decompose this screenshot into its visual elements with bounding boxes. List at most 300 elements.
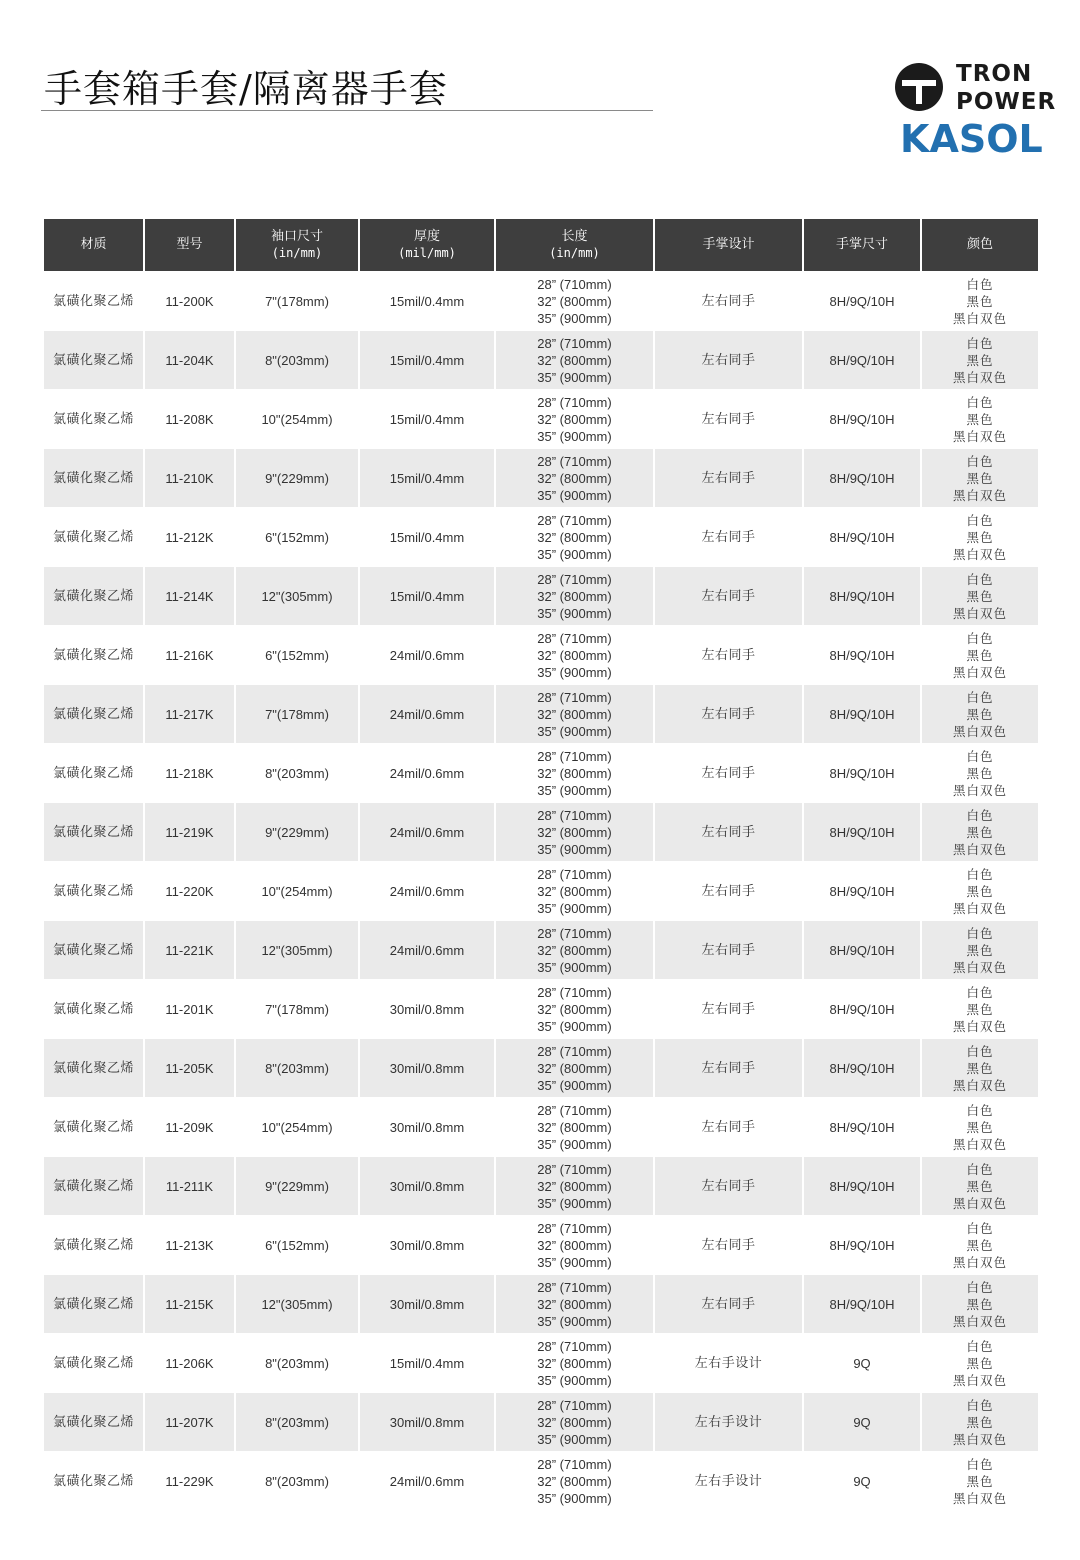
color-value: 白色	[966, 512, 994, 528]
model-cell: 11-216K	[143, 625, 234, 684]
model-cell: 11-218K	[143, 743, 234, 802]
color-cell	[920, 330, 1038, 389]
color-value: 黑白双色	[952, 546, 1007, 562]
color-value: 白色	[966, 276, 994, 292]
length-value: 32” (800mm)	[537, 1060, 612, 1076]
model-cell: 11-207K	[143, 1392, 234, 1451]
length-value: 35” (900mm)	[537, 546, 612, 562]
table-row	[44, 271, 1038, 330]
color-value: 黑白双色	[952, 1313, 1007, 1329]
length-cell	[494, 802, 653, 861]
length-value: 28” (710mm)	[537, 1456, 612, 1472]
color-value: 黑色	[966, 1473, 994, 1489]
color-value: 黑白双色	[952, 1136, 1007, 1152]
color-value: 黑色	[966, 1296, 994, 1312]
column-header-unit: (mil/mm)	[398, 246, 456, 260]
length-value: 28” (710mm)	[537, 1279, 612, 1295]
cuff-size-cell: 6"(152mm)	[234, 507, 358, 566]
thickness-cell: 15mil/0.4mm	[358, 566, 494, 625]
color-cell	[920, 625, 1038, 684]
color-value: 黑白双色	[952, 900, 1007, 916]
column-header-label: 型号	[176, 237, 203, 252]
material-cell: 氯磺化聚乙烯	[44, 448, 143, 507]
palm-size-cell: 8H/9Q/10H	[802, 389, 920, 448]
palm-size-cell: 8H/9Q/10H	[802, 448, 920, 507]
length-value: 28” (710mm)	[537, 1102, 612, 1118]
length-value: 35” (900mm)	[537, 723, 612, 739]
column-header-label: 材质	[80, 237, 107, 252]
table-row	[44, 1274, 1038, 1333]
model-cell: 11-213K	[143, 1215, 234, 1274]
thickness-cell: 15mil/0.4mm	[358, 448, 494, 507]
material-cell: 氯磺化聚乙烯	[44, 1333, 143, 1392]
table-row	[44, 802, 1038, 861]
length-cell	[494, 684, 653, 743]
color-value: 白色	[966, 1279, 994, 1295]
length-value: 32” (800mm)	[537, 1296, 612, 1312]
color-value: 黑色	[966, 529, 994, 545]
material-cell: 氯磺化聚乙烯	[44, 1156, 143, 1215]
length-value: 35” (900mm)	[537, 369, 612, 385]
length-cell	[494, 1038, 653, 1097]
thickness-cell: 15mil/0.4mm	[358, 330, 494, 389]
model-cell: 11-211K	[143, 1156, 234, 1215]
model-cell: 11-215K	[143, 1274, 234, 1333]
length-value: 35” (900mm)	[537, 1431, 612, 1447]
palm-size-cell: 9Q	[802, 1333, 920, 1392]
color-value: 白色	[966, 394, 994, 410]
thickness-cell: 30mil/0.8mm	[358, 1274, 494, 1333]
material-cell: 氯磺化聚乙烯	[44, 743, 143, 802]
model-cell: 11-209K	[143, 1097, 234, 1156]
column-header-unit: (in/mm)	[271, 246, 323, 260]
thickness-cell: 30mil/0.8mm	[358, 1097, 494, 1156]
color-value: 黑色	[966, 942, 994, 958]
color-value: 黑色	[966, 470, 994, 486]
length-cell	[494, 507, 653, 566]
color-value: 黑色	[966, 411, 994, 427]
length-cell	[494, 389, 653, 448]
color-value: 黑色	[966, 706, 994, 722]
color-value: 白色	[966, 925, 994, 941]
length-value: 35” (900mm)	[537, 310, 612, 326]
logo-brand: KASOL	[900, 117, 1043, 161]
table-row	[44, 1392, 1038, 1451]
thickness-cell: 30mil/0.8mm	[358, 1038, 494, 1097]
color-value: 白色	[966, 807, 994, 823]
thickness-cell: 24mil/0.6mm	[358, 743, 494, 802]
length-value: 35” (900mm)	[537, 782, 612, 798]
color-cell	[920, 1451, 1038, 1510]
cuff-size-cell: 8"(203mm)	[234, 1451, 358, 1510]
model-cell: 11-214K	[143, 566, 234, 625]
column-header-label: 颜色	[966, 237, 993, 252]
column-header	[143, 219, 234, 271]
material-cell: 氯磺化聚乙烯	[44, 1038, 143, 1097]
material-cell: 氯磺化聚乙烯	[44, 330, 143, 389]
color-value: 白色	[966, 1102, 994, 1118]
cuff-size-cell: 10"(254mm)	[234, 861, 358, 920]
cuff-size-cell: 9"(229mm)	[234, 448, 358, 507]
color-value: 白色	[966, 984, 994, 1000]
color-value: 白色	[966, 748, 994, 764]
palm-size-cell: 8H/9Q/10H	[802, 1215, 920, 1274]
palm-design-cell: 左右同手	[653, 979, 802, 1038]
length-cell	[494, 1156, 653, 1215]
palm-design-cell: 左右同手	[653, 625, 802, 684]
palm-size-cell: 8H/9Q/10H	[802, 743, 920, 802]
material-cell: 氯磺化聚乙烯	[44, 1451, 143, 1510]
color-value: 黑白双色	[952, 664, 1007, 680]
length-value: 28” (710mm)	[537, 335, 612, 351]
cuff-size-cell: 6"(152mm)	[234, 625, 358, 684]
table-row	[44, 330, 1038, 389]
palm-size-cell: 8H/9Q/10H	[802, 1038, 920, 1097]
length-value: 28” (710mm)	[537, 689, 612, 705]
column-header	[653, 219, 802, 271]
palm-design-cell: 左右同手	[653, 448, 802, 507]
color-cell	[920, 861, 1038, 920]
palm-design-cell: 左右手设计	[653, 1392, 802, 1451]
table-row	[44, 684, 1038, 743]
palm-size-cell: 8H/9Q/10H	[802, 684, 920, 743]
color-value: 白色	[966, 571, 994, 587]
cuff-size-cell: 8"(203mm)	[234, 1038, 358, 1097]
color-value: 黑白双色	[952, 723, 1007, 739]
color-value: 白色	[966, 453, 994, 469]
length-value: 32” (800mm)	[537, 1473, 612, 1489]
material-cell: 氯磺化聚乙烯	[44, 1274, 143, 1333]
column-header-label: 厚度	[413, 229, 440, 244]
color-cell	[920, 684, 1038, 743]
material-cell: 氯磺化聚乙烯	[44, 271, 143, 330]
model-cell: 11-201K	[143, 979, 234, 1038]
color-value: 黑白双色	[952, 1077, 1007, 1093]
length-value: 35” (900mm)	[537, 1018, 612, 1034]
palm-design-cell: 左右同手	[653, 271, 802, 330]
color-value: 黑色	[966, 1178, 994, 1194]
color-value: 黑白双色	[952, 1254, 1007, 1270]
column-header-label: 袖口尺寸	[270, 229, 323, 244]
palm-size-cell: 8H/9Q/10H	[802, 507, 920, 566]
length-cell	[494, 448, 653, 507]
color-value: 黑色	[966, 1355, 994, 1371]
model-cell: 11-208K	[143, 389, 234, 448]
table-row	[44, 1215, 1038, 1274]
cuff-size-cell: 9"(229mm)	[234, 1156, 358, 1215]
length-value: 32” (800mm)	[537, 1178, 612, 1194]
length-cell	[494, 271, 653, 330]
table-row	[44, 1097, 1038, 1156]
color-cell	[920, 566, 1038, 625]
column-header-label: 长度	[561, 229, 588, 244]
color-cell	[920, 802, 1038, 861]
length-value: 28” (710mm)	[537, 394, 612, 410]
palm-design-cell: 左右手设计	[653, 1451, 802, 1510]
palm-size-cell: 8H/9Q/10H	[802, 920, 920, 979]
color-cell	[920, 1215, 1038, 1274]
palm-design-cell: 左右同手	[653, 1097, 802, 1156]
length-value: 32” (800mm)	[537, 706, 612, 722]
color-value: 白色	[966, 1043, 994, 1059]
palm-size-cell: 8H/9Q/10H	[802, 1097, 920, 1156]
palm-size-cell: 8H/9Q/10H	[802, 861, 920, 920]
table-row	[44, 1156, 1038, 1215]
logo-line1: TRON	[956, 61, 1033, 87]
color-value: 黑白双色	[952, 487, 1007, 503]
length-value: 32” (800mm)	[537, 765, 612, 781]
color-value: 黑白双色	[952, 310, 1007, 326]
color-value: 黑色	[966, 293, 994, 309]
material-cell: 氯磺化聚乙烯	[44, 920, 143, 979]
color-value: 黑色	[966, 1414, 994, 1430]
thickness-cell: 24mil/0.6mm	[358, 920, 494, 979]
cuff-size-cell: 7"(178mm)	[234, 271, 358, 330]
column-header-unit: (in/mm)	[549, 246, 600, 260]
model-cell: 11-221K	[143, 920, 234, 979]
color-value: 黑白双色	[952, 369, 1007, 385]
length-value: 32” (800mm)	[537, 411, 612, 427]
length-value: 28” (710mm)	[537, 1220, 612, 1236]
palm-design-cell: 左右同手	[653, 861, 802, 920]
column-header	[358, 219, 494, 271]
cuff-size-cell: 8"(203mm)	[234, 743, 358, 802]
length-value: 32” (800mm)	[537, 824, 612, 840]
color-value: 黑白双色	[952, 1018, 1007, 1034]
length-value: 32” (800mm)	[537, 588, 612, 604]
color-value: 白色	[966, 1397, 994, 1413]
length-value: 35” (900mm)	[537, 1136, 612, 1152]
palm-size-cell: 8H/9Q/10H	[802, 566, 920, 625]
color-value: 黑白双色	[952, 959, 1007, 975]
color-value: 白色	[966, 1220, 994, 1236]
table-row	[44, 1333, 1038, 1392]
table-row	[44, 1451, 1038, 1510]
table-row	[44, 625, 1038, 684]
column-header	[44, 219, 143, 271]
color-cell	[920, 507, 1038, 566]
color-value: 白色	[966, 689, 994, 705]
material-cell: 氯磺化聚乙烯	[44, 566, 143, 625]
cuff-size-cell: 12"(305mm)	[234, 920, 358, 979]
length-value: 28” (710mm)	[537, 1397, 612, 1413]
table-row	[44, 920, 1038, 979]
length-value: 32” (800mm)	[537, 352, 612, 368]
palm-size-cell: 8H/9Q/10H	[802, 802, 920, 861]
length-value: 35” (900mm)	[537, 1490, 612, 1506]
column-header-label: 手掌尺寸	[835, 237, 888, 252]
color-value: 黑色	[966, 352, 994, 368]
length-value: 35” (900mm)	[537, 900, 612, 916]
brand-logo	[894, 60, 1064, 160]
length-value: 28” (710mm)	[537, 807, 612, 823]
length-value: 32” (800mm)	[537, 883, 612, 899]
table-row	[44, 861, 1038, 920]
palm-design-cell: 左右同手	[653, 920, 802, 979]
length-value: 32” (800mm)	[537, 1355, 612, 1371]
length-value: 28” (710mm)	[537, 453, 612, 469]
length-value: 35” (900mm)	[537, 428, 612, 444]
palm-size-cell: 9Q	[802, 1451, 920, 1510]
model-cell: 11-205K	[143, 1038, 234, 1097]
cuff-size-cell: 7"(178mm)	[234, 979, 358, 1038]
column-header-label: 手掌设计	[702, 237, 755, 252]
material-cell: 氯磺化聚乙烯	[44, 1215, 143, 1274]
thickness-cell: 24mil/0.6mm	[358, 684, 494, 743]
length-value: 32” (800mm)	[537, 1119, 612, 1135]
cuff-size-cell: 12"(305mm)	[234, 566, 358, 625]
length-cell	[494, 920, 653, 979]
table-row	[44, 448, 1038, 507]
thickness-cell: 24mil/0.6mm	[358, 802, 494, 861]
palm-size-cell: 8H/9Q/10H	[802, 1274, 920, 1333]
length-value: 35” (900mm)	[537, 841, 612, 857]
color-value: 白色	[966, 1338, 994, 1354]
length-value: 35” (900mm)	[537, 1372, 612, 1388]
color-value: 白色	[966, 630, 994, 646]
length-cell	[494, 625, 653, 684]
length-value: 35” (900mm)	[537, 959, 612, 975]
thickness-cell: 24mil/0.6mm	[358, 861, 494, 920]
color-cell	[920, 271, 1038, 330]
length-value: 28” (710mm)	[537, 1043, 612, 1059]
color-value: 白色	[966, 866, 994, 882]
palm-design-cell: 左右同手	[653, 507, 802, 566]
thickness-cell: 24mil/0.6mm	[358, 1451, 494, 1510]
material-cell: 氯磺化聚乙烯	[44, 802, 143, 861]
palm-design-cell: 左右同手	[653, 1156, 802, 1215]
palm-design-cell: 左右同手	[653, 389, 802, 448]
color-value: 黑白双色	[952, 782, 1007, 798]
length-value: 35” (900mm)	[537, 1077, 612, 1093]
length-cell	[494, 743, 653, 802]
length-value: 28” (710mm)	[537, 984, 612, 1000]
material-cell: 氯磺化聚乙烯	[44, 684, 143, 743]
material-cell: 氯磺化聚乙烯	[44, 979, 143, 1038]
color-cell	[920, 1156, 1038, 1215]
color-value: 黑色	[966, 588, 994, 604]
cuff-size-cell: 7"(178mm)	[234, 684, 358, 743]
palm-size-cell: 8H/9Q/10H	[802, 979, 920, 1038]
color-value: 黑白双色	[952, 841, 1007, 857]
length-cell	[494, 1097, 653, 1156]
length-cell	[494, 979, 653, 1038]
table-row	[44, 507, 1038, 566]
length-cell	[494, 1333, 653, 1392]
color-value: 黑白双色	[952, 1490, 1007, 1506]
table-body	[44, 271, 1038, 1510]
color-value: 黑白双色	[952, 1195, 1007, 1211]
color-value: 黑色	[966, 647, 994, 663]
thickness-cell: 15mil/0.4mm	[358, 507, 494, 566]
color-value: 黑白双色	[952, 605, 1007, 621]
model-cell: 11-212K	[143, 507, 234, 566]
length-value: 32” (800mm)	[537, 1414, 612, 1430]
color-value: 黑色	[966, 1060, 994, 1076]
model-cell: 11-229K	[143, 1451, 234, 1510]
model-cell: 11-210K	[143, 448, 234, 507]
length-value: 28” (710mm)	[537, 276, 612, 292]
length-value: 32” (800mm)	[537, 470, 612, 486]
length-cell	[494, 1215, 653, 1274]
palm-design-cell: 左右同手	[653, 1215, 802, 1274]
length-value: 35” (900mm)	[537, 664, 612, 680]
palm-size-cell: 8H/9Q/10H	[802, 625, 920, 684]
table-row	[44, 743, 1038, 802]
thickness-cell: 15mil/0.4mm	[358, 271, 494, 330]
palm-design-cell: 左右同手	[653, 1038, 802, 1097]
length-value: 32” (800mm)	[537, 942, 612, 958]
length-cell	[494, 1451, 653, 1510]
color-value: 白色	[966, 1161, 994, 1177]
palm-design-cell: 左右同手	[653, 802, 802, 861]
length-value: 35” (900mm)	[537, 1195, 612, 1211]
cuff-size-cell: 8"(203mm)	[234, 1333, 358, 1392]
model-cell: 11-206K	[143, 1333, 234, 1392]
thickness-cell: 30mil/0.8mm	[358, 1156, 494, 1215]
material-cell: 氯磺化聚乙烯	[44, 625, 143, 684]
color-value: 黑白双色	[952, 428, 1007, 444]
length-value: 28” (710mm)	[537, 512, 612, 528]
table-row	[44, 389, 1038, 448]
color-cell	[920, 743, 1038, 802]
palm-design-cell: 左右同手	[653, 743, 802, 802]
thickness-cell: 30mil/0.8mm	[358, 1392, 494, 1451]
cuff-size-cell: 9"(229mm)	[234, 802, 358, 861]
length-value: 28” (710mm)	[537, 1338, 612, 1354]
column-header	[234, 219, 358, 271]
color-value: 黑色	[966, 883, 994, 899]
length-cell	[494, 330, 653, 389]
color-cell	[920, 1333, 1038, 1392]
table-row	[44, 566, 1038, 625]
logo-line2: POWER	[956, 89, 1057, 115]
column-header	[494, 219, 653, 271]
color-value: 黑白双色	[952, 1431, 1007, 1447]
color-value: 黑色	[966, 824, 994, 840]
material-cell: 氯磺化聚乙烯	[44, 861, 143, 920]
palm-design-cell: 左右同手	[653, 1274, 802, 1333]
thickness-cell: 15mil/0.4mm	[358, 1333, 494, 1392]
table-row	[44, 979, 1038, 1038]
cuff-size-cell: 8"(203mm)	[234, 1392, 358, 1451]
column-header	[920, 219, 1038, 271]
length-cell	[494, 1392, 653, 1451]
table-header-row	[44, 219, 1038, 271]
color-cell	[920, 920, 1038, 979]
length-value: 35” (900mm)	[537, 1313, 612, 1329]
color-value: 白色	[966, 1456, 994, 1472]
palm-size-cell: 8H/9Q/10H	[802, 271, 920, 330]
cuff-size-cell: 10"(254mm)	[234, 1097, 358, 1156]
color-cell	[920, 1038, 1038, 1097]
color-cell	[920, 389, 1038, 448]
length-cell	[494, 861, 653, 920]
palm-design-cell: 左右同手	[653, 566, 802, 625]
model-cell: 11-220K	[143, 861, 234, 920]
material-cell: 氯磺化聚乙烯	[44, 1097, 143, 1156]
cuff-size-cell: 6"(152mm)	[234, 1215, 358, 1274]
title-divider	[41, 110, 653, 111]
thickness-cell: 30mil/0.8mm	[358, 1215, 494, 1274]
model-cell: 11-217K	[143, 684, 234, 743]
length-value: 28” (710mm)	[537, 630, 612, 646]
color-value: 黑白双色	[952, 1372, 1007, 1388]
length-value: 32” (800mm)	[537, 1001, 612, 1017]
length-cell	[494, 566, 653, 625]
length-value: 35” (900mm)	[537, 1254, 612, 1270]
model-cell: 11-200K	[143, 271, 234, 330]
